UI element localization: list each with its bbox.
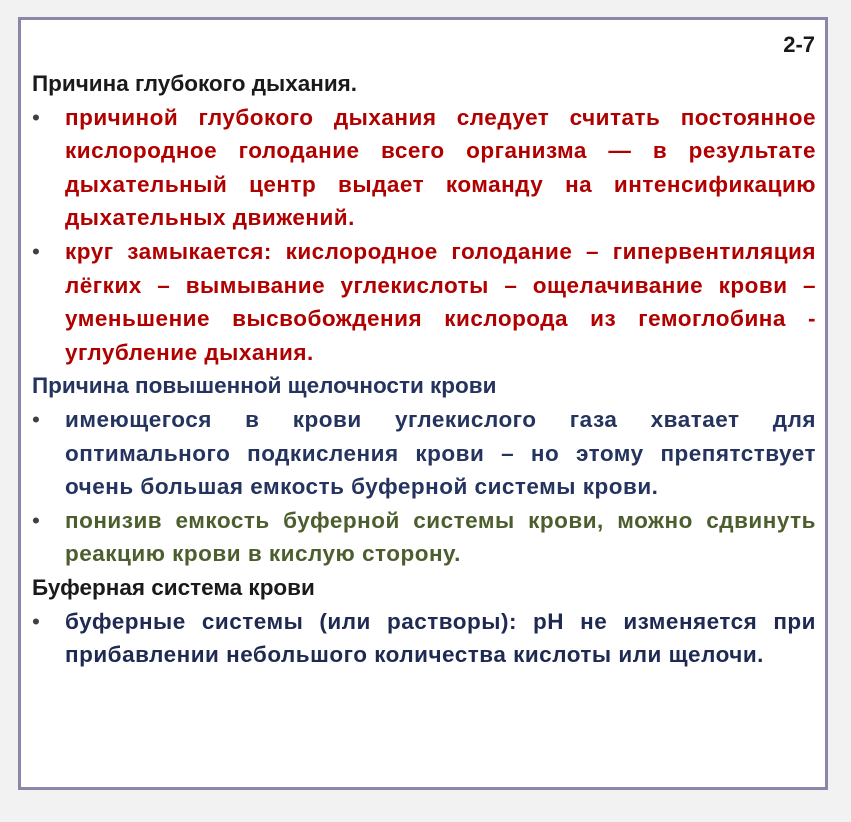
- list-item: [32, 403, 816, 504]
- list-item: [32, 101, 816, 235]
- bullet-list: [32, 605, 816, 672]
- page-number: 2-7: [783, 32, 815, 57]
- slide-frame: [18, 17, 828, 790]
- bullet-list: [32, 101, 816, 370]
- bullet-marker: •: [32, 507, 41, 533]
- list-item: [32, 504, 816, 571]
- bullet-marker: •: [32, 608, 41, 634]
- heading-deep-breathing-cause: Причина глубокого дыхания.: [32, 71, 358, 96]
- list-item: [32, 235, 816, 369]
- bullet-marker: •: [32, 104, 41, 130]
- heading-alkalinity-cause: Причина повышенной щелочности крови: [32, 373, 497, 399]
- list-item: [32, 605, 816, 672]
- slide-content: [32, 67, 816, 672]
- bullet-text: круг замыкается: кислородное голодание – гипервентиляция лёгких – вымывание углекислоты – ощелачивание крови – уменьшение высвобождения кислорода из гемоглобина - углубление дыхания.: [65, 238, 816, 365]
- heading-buffer-system: Буферная система крови: [32, 574, 315, 600]
- bullet-text: понизив емкость буферной системы крови, можно сдвинуть реакцию крови в кислую сторону.: [65, 507, 816, 567]
- bullet-marker: •: [32, 406, 41, 432]
- bullet-list: [32, 403, 816, 571]
- bullet-text: имеющегося в крови углекислого газа хватает для оптимального подкисления крови – но этому препятствует очень большая емкость буферной системы крови.: [65, 406, 816, 500]
- bullet-text: причиной глубокого дыхания следует считать постоянное кислородное голодание всего организма — в результате дыхательный центр выдает команду на интенсификацию дыхательных движений.: [65, 104, 816, 231]
- bullet-text: буферные системы (или растворы): рН не изменяется при прибавлении небольшого количества кислоты или щелочи.: [65, 608, 816, 668]
- bullet-marker: •: [32, 238, 41, 264]
